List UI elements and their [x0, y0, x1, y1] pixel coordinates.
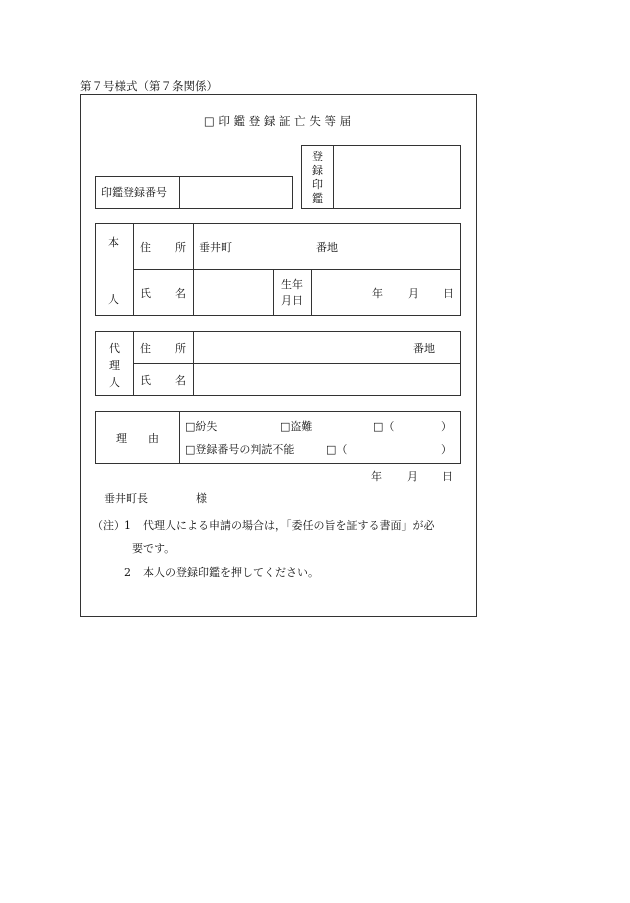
note1-line2: 要です。 [132, 542, 176, 555]
birthdate-month: 月 [408, 287, 419, 300]
reason-option-stolen[interactable]: □盗難 [280, 420, 313, 433]
agent-address-label-1: 住 [140, 342, 151, 355]
principal-address-label-2: 所 [175, 241, 186, 254]
reason-option-other-1[interactable]: □（ [373, 420, 395, 433]
principal-address-banchi: 番地 [316, 241, 338, 254]
agent-address-banchi: 番地 [413, 342, 435, 355]
registration-number-field[interactable] [181, 178, 291, 207]
agent-address-field[interactable] [195, 333, 405, 361]
reason-option-other-2[interactable]: □（ [326, 443, 348, 456]
principal-name-label-1: 氏 [140, 287, 151, 300]
form-title: □ 印 鑑 登 録 証 亡 失 等 届 [203, 114, 352, 128]
submission-month: 月 [407, 470, 418, 483]
addressee-name: 垂井町長 [104, 492, 148, 505]
divider [179, 176, 180, 209]
divider [179, 411, 180, 464]
submission-year: 年 [371, 470, 382, 483]
note1-number: 1 [124, 519, 131, 532]
divider [273, 269, 274, 316]
reason-option-other-2-close: ） [441, 443, 452, 456]
agent-name-label-2: 名 [175, 374, 186, 387]
birthdate-label-1: 生年 [281, 278, 303, 291]
principal-address-label-1: 住 [140, 241, 151, 254]
reason-option-other-1-close: ） [441, 420, 452, 433]
registered-seal-label: 登録印鑑 [312, 150, 323, 205]
agent-name-label-1: 氏 [140, 374, 151, 387]
birthdate-label-2: 月日 [281, 294, 303, 307]
divider [311, 269, 312, 316]
reason-option-unreadable[interactable]: □登録番号の判読不能 [185, 443, 295, 456]
reason-option-lost[interactable]: □紛失 [185, 420, 218, 433]
seal-stamp-area[interactable] [335, 147, 459, 207]
note2-number: 2 [124, 566, 131, 579]
principal-label-top: 本 [108, 236, 119, 249]
addressee-honorific: 様 [196, 492, 207, 505]
birthdate-year: 年 [372, 287, 383, 300]
agent-address-label-2: 所 [175, 342, 186, 355]
agent-label: 代理人 [109, 342, 120, 389]
reason-label-1: 理 [116, 432, 127, 445]
form-number: 第７号様式（第７条関係） [80, 79, 218, 93]
principal-address-town: 垂井町 [199, 241, 232, 254]
divider [333, 145, 334, 209]
agent-name-field[interactable] [195, 365, 459, 394]
reason-label-2: 由 [148, 432, 159, 445]
divider [133, 269, 461, 270]
note2-text: 本人の登録印鑑を押してください。 [143, 566, 319, 579]
submission-day: 日 [442, 470, 453, 483]
divider [133, 363, 461, 364]
principal-label-bottom: 人 [108, 293, 119, 306]
principal-name-field[interactable] [195, 271, 271, 314]
principal-name-label-2: 名 [175, 287, 186, 300]
birthdate-day: 日 [443, 287, 454, 300]
notes-prefix: （注） [92, 519, 125, 532]
note1-line1: 代理人による申請の場合は，「委任の旨を証する書面」が必 [143, 519, 435, 532]
registration-number-label: 印鑑登録番号 [101, 186, 167, 199]
